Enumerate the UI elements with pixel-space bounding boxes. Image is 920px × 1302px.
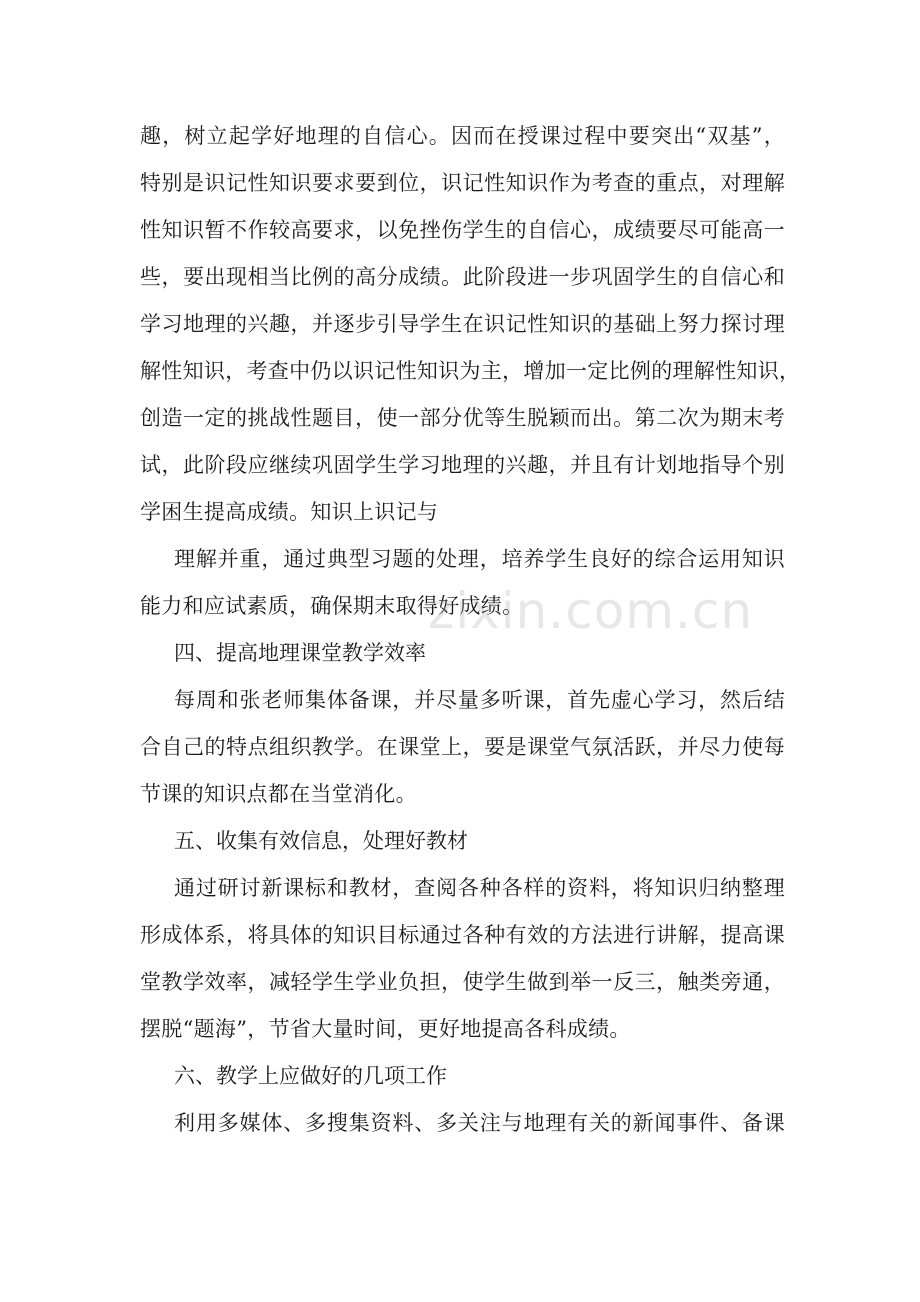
section-5 <box>140 818 785 1053</box>
text-line: 学习地理的兴趣，并逐步引导学生在识记性知识的基础上努力探讨理 <box>140 312 785 336</box>
text-line: 摆脱“题海”，节省大量时间，更好地提高各科成绩。 <box>140 1017 631 1041</box>
section-heading: 六、教学上应做好的几项工作 <box>174 1064 447 1088</box>
text-line: 节课的知识点都在当堂消化。 <box>140 782 417 806</box>
text-line: 堂教学效率，减轻学生学业负担，使学生做到举一反三，触类旁通， <box>140 970 785 994</box>
section-heading: 四、提高地理课堂教学效率 <box>174 641 426 665</box>
text-line: 试，此阶段应继续巩固学生学习地理的兴趣，并且有计划地指导个别 <box>140 453 785 477</box>
text-line: 特别是识记性知识要求要到位，识记性知识作为考查的重点，对理解 <box>140 171 785 195</box>
text-line: 形成体系，将具体的知识目标通过各种有效的方法进行讲解，提高课 <box>140 923 785 947</box>
text-line: 合自己的特点组织教学。在课堂上，要是课堂气氛活跃，并尽力使每 <box>140 735 785 759</box>
text-line: 些，要出现相当比例的高分成绩。此阶段进一步巩固学生的自信心和 <box>140 265 785 289</box>
section-heading: 五、收集有效信息，处理好教材 <box>174 829 468 853</box>
text-line: 利用多媒体、多搜集资料、多关注与地理有关的新闻事件、备课 <box>174 1111 785 1135</box>
text-line: 能力和应试素质，确保期末取得好成绩。 <box>140 594 524 618</box>
text-line: 理解并重，通过典型习题的处理，培养学生良好的综合运用知识 <box>174 547 785 571</box>
text-line: 每周和张老师集体备课，并尽量多听课，首先虚心学习，然后结 <box>174 688 785 712</box>
section-6 <box>140 1053 785 1147</box>
text-line: 解性知识，考查中仍以识记性知识为主，增加一定比例的理解性知识， <box>140 359 801 383</box>
text-line: 通过研讨新课标和教材，查阅各种各样的资料，将知识归纳整理 <box>174 876 785 900</box>
paragraph-1 <box>140 113 801 536</box>
text-line: 趣，树立起学好地理的自信心。因而在授课过程中要突出“双基”， <box>140 124 785 148</box>
text-line: 学困生提高成绩。知识上识记与 <box>140 500 439 524</box>
text-line: 创造一定的挑战性题目，使一部分优等生脱颖而出。第二次为期末考 <box>140 406 785 430</box>
section-4 <box>140 630 785 818</box>
watermark: zixin.com.cn <box>428 582 754 640</box>
text-line: 性知识暂不作较高要求，以免挫伤学生的自信心，成绩要尽可能高一 <box>140 218 785 242</box>
